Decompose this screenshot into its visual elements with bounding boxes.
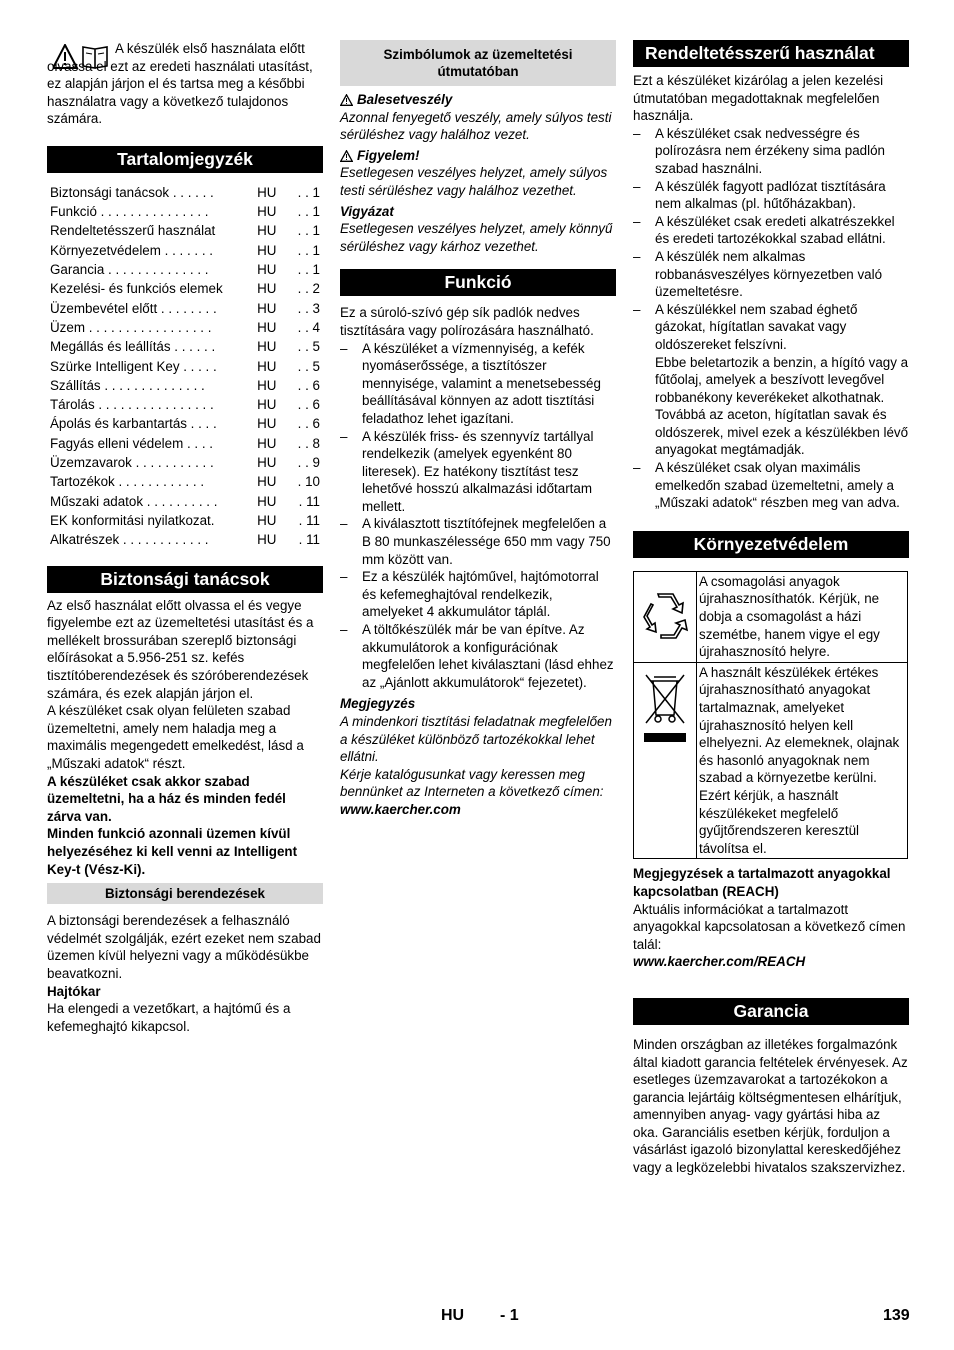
safety-bold-1: A készüléket csak akkor szabad üzemeltetni, ha a ház és minden fedél zárva van. [47,773,286,824]
toc-entry-name: EK konformitási nyilatkozat. [50,512,215,528]
toc-entry-name: Szürke Intelligent Key . . . . . [50,358,217,374]
safety-bold-2: Minden funkció azonnali üzemen kívül helyezéséhez ki kell venni az Intelligent Key-t (Vész-Ki). [47,826,298,877]
toc-entry-lang: HU [257,512,277,528]
function-list [340,340,616,692]
toc-entry-lang: HU [257,397,277,413]
symbols-heading: Szimbólumok az üzemeltetési útmutatóban [340,40,616,86]
footer-language: HU [441,1307,465,1324]
toc-entry-name: Biztonsági tanácsok . . . . . . [50,184,214,200]
toc-entry-lang: HU [257,339,277,355]
toc-entry-name: Alkatrészek . . . . . . . . . . . . [50,532,209,548]
toc-heading: Tartalomjegyzék [47,146,323,173]
warranty-text: Minden országban az illetékes forgalmazónk által kiadott garancia feltételek érvényesek. Az esetleges üzemzavarokat a tartozékokon a garancia lejártáig költségmentesen elhárítjuk, amennyiben anyag- vagy gyártási hiba az oka. Garanciális esetben kérjük, forduljon a vásárlást igazoló bizonylattal kereskedőjéhez vagy a legközelebbi hivatalos szakszervizhez. [633,1036,908,1176]
toc-row [50,530,320,549]
toc-entry-page: . . 5 [297,358,320,374]
toc-row [50,453,320,472]
toc-entry-page: . . 6 [297,377,320,393]
footer-section: - 1 [500,1307,519,1324]
toc-entry-lang: HU [257,184,277,200]
toc-entry-name: Megállás és leállítás . . . . . . [50,339,216,355]
toc-entry-name: Ápolás és karbantartás . . . . [50,416,217,432]
toc-row [50,511,320,530]
toc-entry-page: . . 4 [297,319,320,335]
toc-row [50,241,320,260]
toc-entry-name: Üzembevétel előtt . . . . . . . . [50,300,217,316]
toc-row [50,279,320,298]
toc-entry-page: . . 9 [297,455,320,470]
note-title: Megjegyzés [340,696,416,712]
toc-row [50,260,320,279]
safety-devices-heading: Biztonsági berendezések [47,883,323,904]
weee-cell [634,662,697,859]
list-item: – A készülék nem alkalmas robbanásveszélyes környezetben való üzemeltetésre. [633,248,909,301]
weee-text: A használt készülékek értékes újrahasznosítható anyagokat tartalmaznak, amelyeket újrahasznosító helyen kell elhelyezni. Az elemeknek, olajnak és hasonló anyagoknak nem szabad a környezetbe kerülni. Ezért kérjük, a használt készülékeket megfelelő gyűjtőrendszeren keresztül távolítsa el. [697,662,908,859]
toc-row [50,395,320,414]
list-item: – A kiválasztott tisztítófejnek megfelelően a B 80 munkaszélessége 650 mm vagy 750 mm között van. [340,515,616,568]
warning-triangle-icon [340,150,353,162]
warning-row [340,147,616,165]
toc-entry-page: . 11 [298,512,320,528]
warranty-heading: Garancia [633,998,909,1025]
function-heading: Funkció [340,269,616,296]
toc-entry-page: . . 5 [297,339,320,355]
toc-row [50,202,320,221]
toc-entry-page: . . 8 [297,435,320,451]
toc-entry-page: . . 1 [297,262,320,278]
intro-block [47,40,323,127]
toc-row [50,318,320,337]
toc-row [50,222,320,241]
safety-paragraph-1: Az első használat előtt olvassa el és vegye figyelembe ezt az üzemeltetési utasítást és a mellékelt brossurában szereplő biztonsági előírásokat a 5.956-251 sz. kefés tisztítóberendezések és szóróberendezések számára, és ezek alapján járjon el. [47,597,314,701]
list-item: – A készüléket a vízmennyiség, a kefék nyomáserőssége, a tisztítószer mennyisége, valamint a menetsebesség beállításával könnyen az adott tisztítási feladathoz lehet igazítani. [340,340,616,428]
list-item: – A készüléket csak eredeti alkatrészekkel és eredeti tartozékokkal szabad ellátni. [633,213,909,248]
list-item: – A készüléket csak olyan maximális emelkedőn szabad üzemeltetni, amely a „Műszaki adatok“ részben meg van adva. [633,459,909,512]
toc-entry-lang: HU [257,358,277,374]
toc-entry-lang: HU [257,319,277,335]
toc-entry-lang: HU [257,455,277,470]
recycle-text: A csomagolási anyagok újrahasznosíthatók. Kérjük, ne dobja a csomagolást a házi szemétbe, hanem vigye el egy újrahasznosító helyre. [697,571,908,662]
note-text-2: Kérje katalógusunkat vagy keressen meg bennünket az Interneten a következő címen: [340,766,604,800]
list-item: – A töltőkészülék már be van építve. Az akkumulátorok a konfigurációnak megfelelően lehet kiválasztani (lásd ehhez az „Ajánlott akkumulátorok“ fejezetet). [340,621,616,691]
toc-entry-page: . 10 [297,474,320,490]
intended-use-intro: Ezt a készüléket kizárólag a jelen kezelési útmutatóban megadottaknak megfelelően használja. [633,73,884,124]
toc-table [50,183,320,550]
toc-entry-page: . . 2 [297,281,320,297]
toc-row [50,337,320,356]
intended-use-list [633,125,909,354]
toc-entry-page: . . 1 [297,204,320,220]
toc-entry-page: . . 1 [297,223,320,239]
toc-entry-lang: HU [257,300,277,316]
environment-heading: Környezetvédelem [633,531,909,558]
danger-text: Azonnal fenyegető veszély, amely súlyos testi sérüléshez vagy halálhoz vezet. [340,109,612,143]
toc-entry-name: Üzemzavarok . . . . . . . . . . . [50,455,214,470]
list-item: – Ez a készülék hajtóművel, hajtómotorral és kefemeghajtóval rendelkezik, amelyeket 4 akkumulátor táplál. [340,568,616,621]
toc-row [50,183,320,202]
toc-entry-lang: HU [257,532,277,548]
note-url: www.kaercher.com [340,801,461,817]
toc-entry-page: . 11 [298,493,320,509]
table-row [634,662,908,859]
toc-entry-lang: HU [257,204,277,220]
toc-entry-name: Tárolás . . . . . . . . . . . . . . . . [50,397,214,413]
safety-paragraph-2: A készüléket csak olyan felületen szabad üzemeltetni, amely nem haladja meg a maximális megengedett emelkedést, lásd a „Műszaki adatok“ részt. [47,703,304,771]
toc-entry-name: Funkció . . . . . . . . . . . . . . . [50,204,209,220]
toc-entry-lang: HU [257,416,277,432]
list-item: – A készülékkel nem szabad éghető gázokat, hígítatlan savakat vagy oldószereket felszívni. [633,301,909,354]
toc-entry-page: . . 1 [297,242,320,258]
table-row [634,571,908,662]
toc-entry-lang: HU [257,474,277,490]
caution-title: Vigyázat [340,203,394,219]
reach-url: www.kaercher.com/REACH [633,954,806,970]
caution-text: Esetlegesen veszélyes helyzet, amely könnyű sérüléshez vagy kárhoz vezethet. [340,221,613,254]
page-number: 139 [883,1307,910,1324]
toc-entry-page: . . 6 [297,397,320,413]
danger-row [340,91,616,109]
toc-entry-page: . . 1 [297,184,320,200]
safety-devices-text: A biztonsági berendezések a felhasználó védelmét szolgálják, ezért ezeket nem szabad üzemen kívül helyezni vagy a működésükbe beavatkozni. [47,913,321,981]
toc-entry-lang: HU [257,281,277,297]
handle-text: Ha elengedi a vezetőkart, a hajtómű és a kefemeghajtó kikapcsol. [47,1001,291,1034]
toc-row [50,492,320,511]
toc-entry-page: . . 3 [297,300,320,316]
toc-entry-name: Tartozékok . . . . . . . . . . . . [50,474,205,490]
intended-use-heading: Rendeltetésszerű használat [633,40,909,67]
toc-entry-page: . 11 [298,532,320,548]
handle-heading: Hajtókar [47,983,101,999]
function-intro: Ez a súroló-szívó gép sík padlók nedves tisztítására vagy polírozására használható. [340,305,594,338]
list-item: – A készüléket csak nedvességre és polírozásra nem érzékeny sima padlón szabad használni. [633,125,909,178]
toc-entry-name: Rendeltetésszerű használat [50,223,216,239]
toc-entry-lang: HU [257,223,277,239]
toc-entry-lang: HU [257,377,277,393]
column-2 [340,40,616,819]
crossed-bin-icon [640,671,690,747]
toc-row [50,299,320,318]
toc-row [50,357,320,376]
toc-entry-lang: HU [257,435,277,451]
environment-table [633,571,908,860]
list-item: – A készülék friss- és szennyvíz tartállyal rendelkezik (amelyek egyenként 80 literesek). Ez hatékony tisztítást tesz lehetővé hosszú alkalmazási időtartam mellett. [340,428,616,516]
toc-entry-name: Kezelési- és funkciós elemek [50,281,223,297]
toc-entry-name: Garancia . . . . . . . . . . . . . . [50,262,209,278]
toc-entry-page: . . 6 [297,416,320,432]
column-3 [633,40,909,1177]
toc-row [50,415,320,434]
toc-row [50,376,320,395]
recycle-cell [634,571,697,662]
list-item: – A készülék fagyott padlózat tisztítására nem alkalmas (pl. hűtőházakban). [633,178,909,213]
toc-entry-name: Üzem . . . . . . . . . . . . . . . . . [50,319,212,335]
intro-text: A készülék első használata előtt olvassa el ezt az eredeti használati utasítást, ez alapján járjon el és tartsa meg a későbbi használatra vagy a következő tulajdonos számára. [47,41,313,127]
toc-entry-lang: HU [257,262,277,278]
note-text-1: A mindenkori tisztítási feladatnak megfelelően a készüléket különböző tartozékokkal lehet ellátni. [340,714,612,765]
danger-title: Balesetveszély [357,92,453,107]
column-1 [47,40,323,1035]
toc-entry-name: Környezetvédelem . . . . . . . [50,242,213,258]
toc-entry-name: Fagyás elleni védelem . . . . [50,435,213,451]
intended-use-list-last [633,459,909,512]
toc-row [50,434,320,453]
warning-triangle-icon [340,94,353,106]
recycle-icon [639,589,691,641]
toc-row [50,472,320,491]
toc-entry-lang: HU [257,493,277,509]
intended-use-extra: Ebbe beletartozik a benzin, a hígító vagy a fűtőolaj, amelyek a beszívott levegővel robbanékony keverékeket alkothatnak. Továbbá az aceton, hígítatlan savak és oldószerek, mivel ezek a készülékben lévő anyagokat megtámadják. [655,354,909,458]
warning-title: Figyelem! [357,147,420,163]
warning-text: Esetlegesen veszélyes helyzet, amely súlyos testi sérüléshez vagy halálhoz vezethet. [340,165,608,198]
safety-heading: Biztonsági tanácsok [47,566,323,593]
reach-text: Aktuális információkat a tartalmazott anyagokkal kapcsolatosan a következő címen talál: [633,901,906,952]
toc-entry-name: Műszaki adatok . . . . . . . . . . [50,493,218,509]
toc-entry-lang: HU [257,242,277,258]
reach-heading: Megjegyzések a tartalmazott anyagokkal kapcsolatban (REACH) [633,866,891,899]
toc-entry-name: Szállítás . . . . . . . . . . . . . . [50,377,205,393]
